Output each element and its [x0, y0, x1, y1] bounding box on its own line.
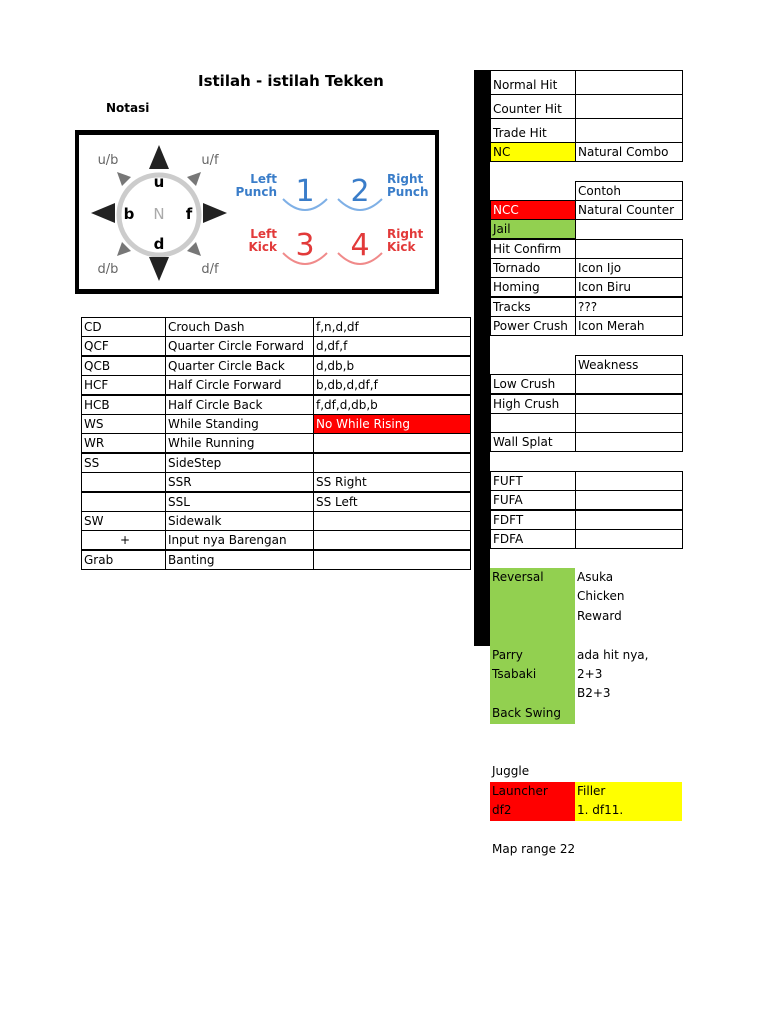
table-cell-meaning: SideStep — [165, 453, 314, 473]
table-cell-input: SS Left — [313, 492, 471, 512]
notation-image — [75, 130, 439, 294]
table-cell-abbr — [81, 492, 166, 512]
value-reward: Reward — [577, 609, 622, 623]
button-3-left-kick — [248, 227, 327, 264]
button-1-label-line1: Left — [250, 172, 277, 186]
table-cell-meaning: Input nya Barengan — [165, 530, 314, 550]
button-4-label-line2: Kick — [387, 240, 416, 254]
term-fdfa: FDFA — [490, 529, 576, 549]
term-back-swing: Back Swing — [492, 706, 561, 720]
button-4-right-kick — [338, 227, 423, 264]
blank-row — [490, 413, 576, 433]
blank-row-value — [575, 413, 683, 433]
table-cell-input: d,df,f — [313, 336, 471, 356]
button-3-label-line1: Left — [250, 227, 277, 241]
dir-forward: f — [185, 205, 193, 223]
value-tracks: ??? — [575, 297, 683, 317]
term-homing: Homing — [490, 277, 576, 297]
value-trade-hit — [575, 118, 683, 143]
table-cell-abbr: HCB — [81, 395, 166, 415]
table-cell-meaning: Crouch Dash — [165, 317, 314, 337]
dir-up: u — [153, 173, 165, 191]
term-parry: Parry — [492, 648, 523, 662]
value-df11: 1. df11. — [575, 801, 682, 821]
term-fuft: FUFT — [490, 471, 576, 491]
value-jail — [575, 219, 683, 239]
dir-up-forward: u/f — [201, 153, 219, 168]
term-trade-hit: Trade Hit — [490, 118, 576, 143]
table-cell-abbr: QCB — [81, 356, 166, 376]
term-tornado: Tornado — [490, 258, 576, 278]
button-2-number: 2 — [350, 174, 370, 209]
table-cell-abbr: SW — [81, 511, 166, 531]
arrow-forward-icon — [203, 203, 227, 223]
table-cell-input: f,n,d,df — [313, 317, 471, 337]
term-high-crush: High Crush — [490, 394, 576, 414]
term-normal-hit: Normal Hit — [490, 70, 576, 95]
term-filler: Filler — [575, 782, 682, 802]
button-4-number: 4 — [350, 228, 370, 263]
table-cell-meaning: SSR — [165, 472, 314, 492]
table-cell-input — [313, 550, 471, 570]
value-icon-ijo: Icon Ijo — [575, 258, 683, 278]
section-label-notasi: Notasi — [106, 101, 150, 115]
table-cell-meaning: Half Circle Forward — [165, 375, 314, 395]
term-power-crush: Power Crush — [490, 316, 576, 336]
value-2-3: 2+3 — [577, 667, 603, 681]
table-cell-meaning: While Running — [165, 433, 314, 453]
button-2-label-line1: Right — [387, 172, 424, 186]
header-contoh: Contoh — [575, 181, 683, 201]
arrow-back-icon — [91, 203, 115, 223]
value-icon-biru: Icon Biru — [575, 277, 683, 297]
value-b2-3: B2+3 — [577, 686, 611, 700]
header-weakness: Weakness — [575, 355, 683, 375]
table-cell-meaning: Quarter Circle Back — [165, 356, 314, 376]
table-cell-input — [313, 453, 471, 473]
value-chicken: Chicken — [577, 589, 625, 603]
notation-diagram — [79, 135, 435, 289]
table-cell-abbr: CD — [81, 317, 166, 337]
term-wall-splat: Wall Splat — [490, 432, 576, 452]
table-cell-meaning: Banting — [165, 550, 314, 570]
page-title: Istilah - istilah Tekken — [198, 72, 384, 90]
table-cell-input — [313, 511, 471, 531]
term-nc: NC — [490, 142, 576, 162]
dir-down-back: d/b — [97, 262, 119, 277]
dir-down-forward: d/f — [201, 262, 219, 277]
term-hit-confirm: Hit Confirm — [490, 239, 576, 259]
value-fuft — [575, 471, 683, 491]
button-2-right-punch — [338, 172, 429, 210]
arrow-up-back-icon — [117, 172, 131, 186]
button-1-label-line2: Punch — [235, 185, 277, 199]
table-cell-input: No While Rising — [313, 414, 471, 434]
dir-up-back: u/b — [97, 153, 119, 168]
button-3-label-line2: Kick — [248, 240, 277, 254]
value-natural-combo: Natural Combo — [575, 142, 683, 162]
table-cell-abbr: QCF — [81, 336, 166, 356]
value-fdft — [575, 510, 683, 530]
value-high-crush — [575, 394, 683, 414]
value-wall-splat — [575, 432, 683, 452]
term-low-crush: Low Crush — [490, 374, 576, 394]
value-normal-hit — [575, 70, 683, 95]
table-cell-abbr: + — [81, 530, 166, 550]
value-natural-counter: Natural Counter — [575, 200, 683, 220]
arrow-down-icon — [149, 257, 169, 281]
button-1-left-punch — [235, 172, 327, 210]
button-1-number: 1 — [295, 174, 315, 209]
value-df2: df2 — [490, 801, 575, 821]
label-juggle: Juggle — [492, 764, 530, 778]
table-cell-input — [313, 433, 471, 453]
dir-neutral: N — [153, 205, 165, 223]
table-cell-meaning: SSL — [165, 492, 314, 512]
table-cell-input — [313, 530, 471, 550]
term-jail: Jail — [490, 219, 576, 239]
table-cell-abbr: WR — [81, 433, 166, 453]
value-fdfa — [575, 529, 683, 549]
table-cell-input: d,db,b — [313, 356, 471, 376]
value-asuka: Asuka — [577, 570, 614, 584]
arrow-up-icon — [149, 145, 169, 169]
table-cell-meaning: Half Circle Back — [165, 395, 314, 415]
value-ada-hit: ada hit nya, — [577, 648, 649, 662]
term-ncc: NCC — [490, 200, 576, 220]
term-counter-hit: Counter Hit — [490, 94, 576, 119]
term-fdft: FDFT — [490, 510, 576, 530]
table-cell-meaning: Quarter Circle Forward — [165, 336, 314, 356]
button-3-number: 3 — [295, 228, 315, 263]
table-cell-input: f,df,d,db,b — [313, 395, 471, 415]
button-2-label-line2: Punch — [387, 185, 429, 199]
button-4-label-line1: Right — [387, 227, 424, 241]
arrow-up-forward-icon — [187, 172, 201, 186]
value-fufa — [575, 490, 683, 510]
label-map-range: Map range 22 — [492, 842, 576, 856]
term-tsabaki: Tsabaki — [492, 667, 537, 681]
term-launcher: Launcher — [490, 782, 575, 802]
table-cell-abbr — [81, 472, 166, 492]
value-counter-hit — [575, 94, 683, 119]
value-hit-confirm — [575, 239, 683, 259]
term-fufa: FUFA — [490, 490, 576, 510]
table-cell-abbr: WS — [81, 414, 166, 434]
term-reversal: Reversal — [492, 570, 544, 584]
table-cell-abbr: SS — [81, 453, 166, 473]
table-cell-abbr: HCF — [81, 375, 166, 395]
term-tracks: Tracks — [490, 297, 576, 317]
table-cell-meaning: Sidewalk — [165, 511, 314, 531]
table-cell-input: SS Right — [313, 472, 471, 492]
dir-down: d — [153, 235, 165, 253]
dir-back: b — [123, 205, 135, 223]
table-cell-meaning: While Standing — [165, 414, 314, 434]
value-icon-merah: Icon Merah — [575, 316, 683, 336]
table-cell-abbr: Grab — [81, 550, 166, 570]
value-low-crush — [575, 374, 683, 394]
column-divider-bar — [474, 70, 490, 646]
table-cell-input: b,db,d,df,f — [313, 375, 471, 395]
